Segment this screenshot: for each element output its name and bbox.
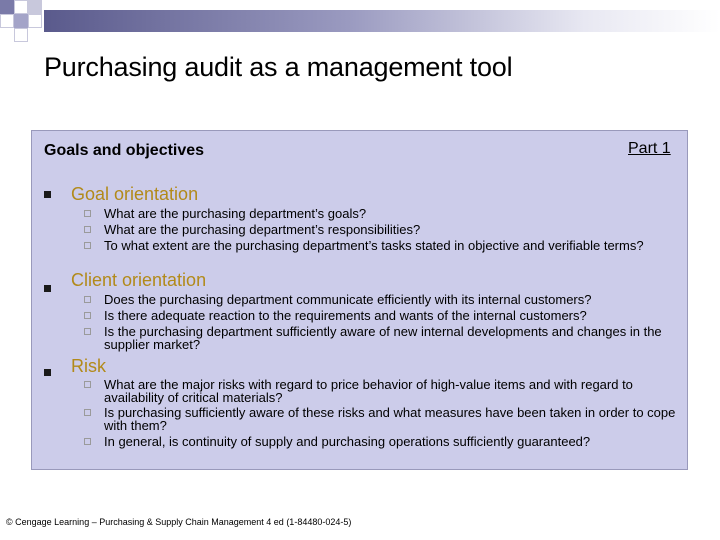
section-heading-risk: Risk — [71, 356, 106, 376]
list-item: What are the purchasing department’s goals? — [104, 206, 367, 221]
section-bullet — [44, 369, 51, 376]
list-item: Is there adequate reaction to the requirements and wants of the internal customers? — [104, 308, 587, 323]
list-item: Does the purchasing department communicate efficiently with its internal customers? — [104, 292, 592, 307]
list-item: What are the major risks with regard to price behavior of high-value items and with regard to availability of critical materials? — [104, 377, 633, 405]
list-item: Is the purchasing department sufficiently aware of new internal developments and changes in the supplier market? — [104, 324, 662, 352]
checkbox-icon — [84, 312, 91, 319]
list-item: What are the purchasing department’s responsibilities? — [104, 222, 421, 237]
checkbox-icon — [84, 210, 91, 217]
part-label: Part 1 — [628, 140, 671, 157]
panel-heading: Goals and objectives — [44, 142, 205, 159]
header-bar — [44, 10, 720, 32]
checkbox-icon — [84, 242, 91, 249]
section-heading-goal-orientation: Goal orientation — [71, 184, 199, 204]
checkbox-icon — [84, 409, 91, 416]
list-item: In general, is continuity of supply and purchasing operations sufficiently guaranteed? — [104, 434, 591, 449]
checkbox-icon — [84, 328, 91, 335]
list-item: To what extent are the purchasing department’s tasks stated in objective and verifiable terms? — [104, 238, 644, 253]
section-bullet — [44, 285, 51, 292]
list-item: Is purchasing sufficiently aware of these risks and what measures have been taken in order to cope with them? — [104, 405, 676, 433]
footer-copyright: © Cengage Learning – Purchasing & Supply Chain Management 4 ed (1-84480-024-5) — [6, 517, 352, 527]
checkbox-icon — [84, 296, 91, 303]
slide-title: Purchasing audit as a management tool — [44, 52, 513, 82]
checkbox-icon — [84, 381, 91, 388]
section-heading-client-orientation: Client orientation — [71, 270, 207, 290]
section-bullet — [44, 191, 51, 198]
checkbox-icon — [84, 226, 91, 233]
checkbox-icon — [84, 438, 91, 445]
